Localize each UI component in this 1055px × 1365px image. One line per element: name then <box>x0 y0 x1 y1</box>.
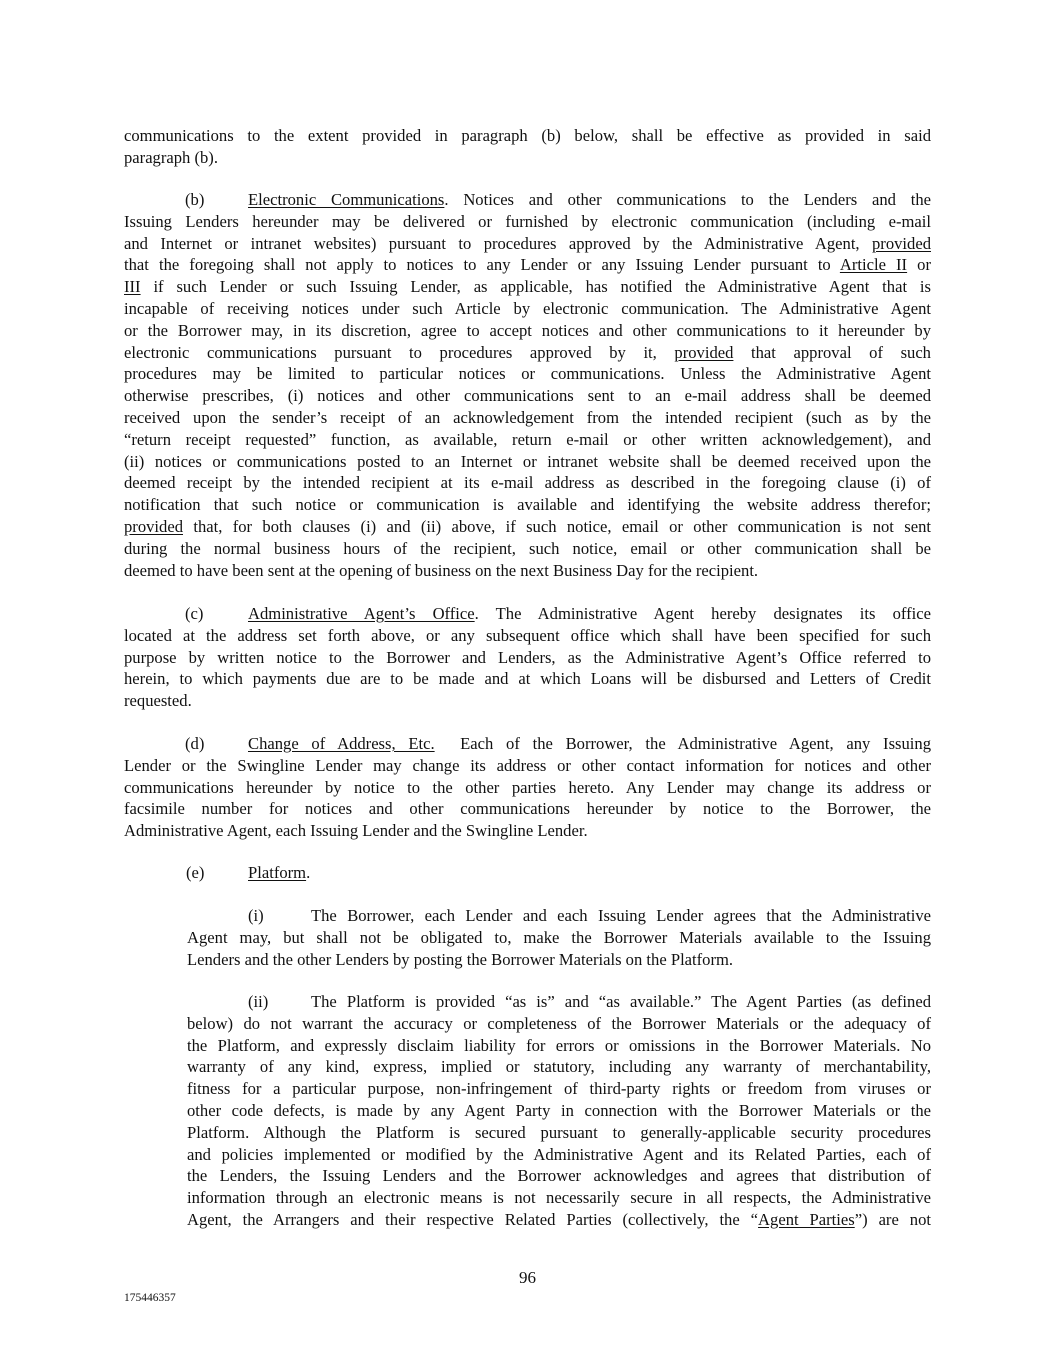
text-line: the Lenders, the Issuing Lenders and the Borrower acknowledges and agrees that distribution of <box>187 1166 931 1186</box>
text-line: communications to the extent provided in paragraph (b) below, shall be effective as provided in said <box>124 126 931 145</box>
provided-term: provided <box>674 342 734 362</box>
text-line: Lenders and the other Lenders by posting the Borrower Materials on the Platform. <box>187 949 734 969</box>
section-title: Administrative Agent’s Office <box>248 604 475 623</box>
text-line: purpose by written notice to the Borrower and Lenders, as the Administrative Agent’s Office referred to <box>124 647 931 667</box>
section-d-change-of-address <box>124 733 931 842</box>
text-line: Agent may, but shall not be obligated to, make the Borrower Materials available to the Issuing <box>187 927 931 947</box>
text-line: electronic communications pursuant to procedures approved by it, provided that approval of such <box>124 342 931 362</box>
intro-paragraph <box>124 125 931 169</box>
text-line: provided that, for both clauses (i) and (ii) above, if such notice, email or other communication is not sent <box>124 516 931 536</box>
text-line: (ii) notices or communications posted to an Internet or intranet website shall be deemed received upon the <box>124 451 931 471</box>
text-line: herein, to which payments due are to be made and at which Loans will be disbursed and Letters of Credit <box>124 669 931 689</box>
section-title: Platform <box>248 863 307 882</box>
section-e-ii <box>187 991 931 1231</box>
section-label: (b) <box>185 190 205 209</box>
text-line: communications hereunder by notice to the other parties hereto. Any Lender may change its address or <box>124 777 931 797</box>
article-iii-ref: III <box>124 277 141 297</box>
text-line: and policies implemented or modified by the Administrative Agent and its Related Parties, each of <box>187 1144 931 1164</box>
section-label: (d) <box>185 734 205 753</box>
text-line: Agent, the Arrangers and their respective Related Parties (collectively, the “Agent Parties”) are not <box>187 1209 931 1229</box>
section-label: (e) <box>186 863 205 882</box>
text-line: Administrative Agent, each Issuing Lender and the Swingline Lender. <box>124 821 588 841</box>
article-ii-ref: Article II <box>839 255 908 275</box>
text-line: received upon the sender’s receipt of an acknowledgement from the intended recipient (such as by the <box>124 407 931 427</box>
text-line: notification that such notice or communication is available and identifying the website address therefor; <box>124 495 931 515</box>
text-line: (b) Electronic Communications. Notices and other communications to the Lenders and the <box>185 190 932 209</box>
section-title: Change of Address, Etc. <box>248 734 435 753</box>
text-line: located at the address set forth above, or any subsequent office which shall have been specified for such <box>124 625 931 645</box>
text-line: warranty of any kind, express, implied or statutory, including any warranty of merchantability, <box>187 1057 931 1077</box>
subsection-label: (i) <box>248 906 264 925</box>
text-line: III if such Lender or such Issuing Lender, as applicable, has notified the Administrative Agent that is <box>124 277 931 297</box>
text-line: (i) The Borrower, each Lender and each Issuing Lender agrees that the Administrative <box>248 906 931 925</box>
text-line: deemed to have been sent at the opening of business on the next Business Day for the recipient. <box>124 560 759 580</box>
text-line: “return receipt requested” function, as available, return e-mail or other written acknowledgement), and <box>124 429 931 449</box>
text-line: procedures may be limited to particular notices or communications. Unless the Administrative Agent <box>124 364 931 384</box>
text-line: Platform. Although the Platform is secured pursuant to generally-applicable security procedures <box>187 1122 931 1142</box>
text-line: or the Borrower may, in its discretion, agree to accept notices and other communications to it hereunder by <box>124 320 931 340</box>
section-c-administrative-agents-office <box>124 603 931 712</box>
text-line: and Internet or intranet websites) pursuant to procedures approved by the Administrative Agent, provided <box>124 233 931 253</box>
section-title: Electronic Communications <box>248 190 445 209</box>
text-line: during the normal business hours of the recipient, such notice, email or other communication shall be <box>124 538 931 558</box>
text-line: information through an electronic means is not necessarily secure in all respects, the Administrative <box>187 1188 931 1208</box>
text-line: paragraph (b). <box>124 147 218 167</box>
text-line: facsimile number for notices and other communications hereunder by notice to the Borrower, the <box>124 799 931 819</box>
text-line: the Platform, and expressly disclaim liability for errors or omissions in the Borrower Materials. No <box>187 1035 931 1055</box>
provided-term: provided <box>124 516 183 536</box>
section-e-i <box>187 905 931 970</box>
text-line: (ii) The Platform is provided “as is” and “as available.” The Agent Parties (as defined <box>248 992 931 1011</box>
text-line: that the foregoing shall not apply to notices to any Lender or any Issuing Lender pursuant to Article II or <box>124 255 931 275</box>
text-line: (c) Administrative Agent’s Office. The Administrative Agent hereby designates its office <box>185 604 931 623</box>
text-line: Lender or the Swingline Lender may change its address or other contact information for notices and other <box>124 755 931 775</box>
text-line: deemed receipt by the intended recipient at its e-mail address as described in the foregoing clause (i) of <box>124 473 931 493</box>
text-line: other code defects, is made by any Agent Party in connection with the Borrower Materials or the <box>187 1100 931 1120</box>
text-line: otherwise prescribes, (i) notices and other communications sent to an e-mail address shall be deemed <box>124 386 931 406</box>
provided-term: provided <box>872 233 931 253</box>
text-line: below) do not warrant the accuracy or completeness of the Borrower Materials or the adequacy of <box>187 1013 931 1033</box>
page-number: 96 <box>519 1268 536 1287</box>
section-b-electronic-communications <box>124 189 931 581</box>
subsection-label: (ii) <box>248 992 269 1011</box>
agent-parties-term: Agent Parties <box>758 1209 855 1229</box>
document-id: 175446357 <box>124 1292 176 1304</box>
text-line: (d) Change of Address, Etc. Each of the Borrower, the Administrative Agent, any Issuing <box>185 734 931 753</box>
section-label: (c) <box>185 604 204 623</box>
text-line: requested. <box>124 691 192 711</box>
text-line: incapable of receiving notices under such Article by electronic communication. The Administrative Agent <box>124 298 931 318</box>
text-line: Issuing Lenders hereunder may be delivered or furnished by electronic communication (including e-mail <box>124 211 931 231</box>
section-e-platform-heading: (e) Platform. <box>186 863 311 882</box>
text-line: fitness for a particular purpose, non-infringement of third-party rights or freedom from viruses or <box>187 1079 931 1099</box>
